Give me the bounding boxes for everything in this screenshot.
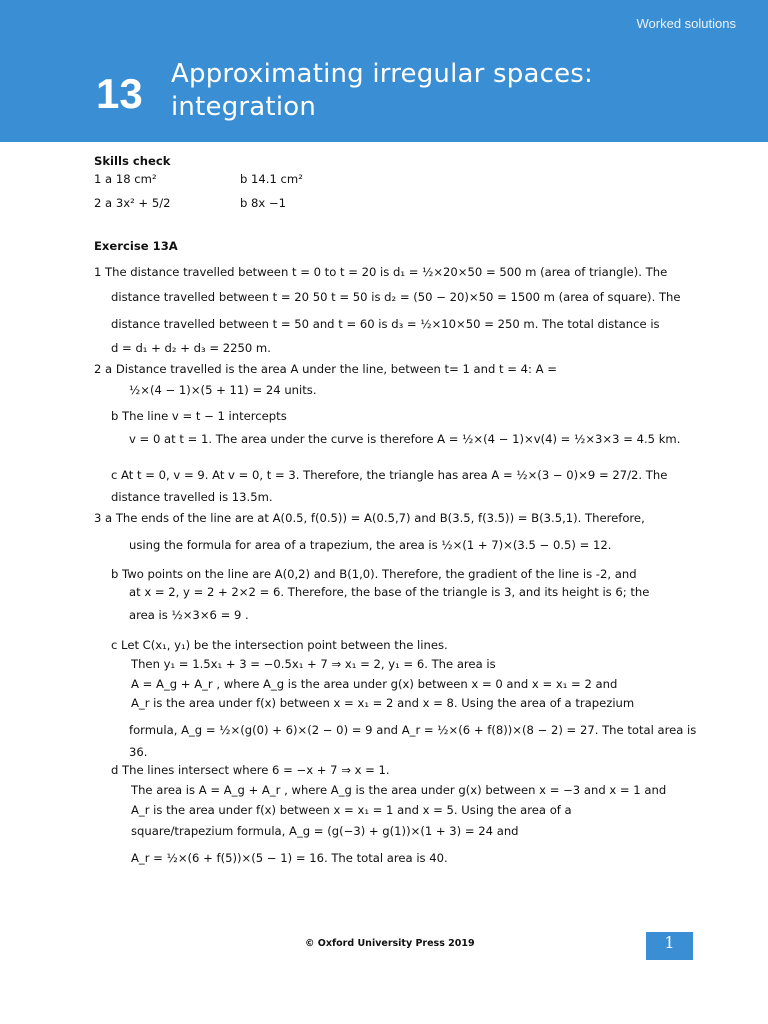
text-line: 2 a 3x² + 5/2 <box>94 196 171 210</box>
text-line: d The lines intersect where 6 = −x + 7 ⇒ x = 1. <box>111 763 390 777</box>
text-line: A_r is the area under f(x) between x = x₁ = 1 and x = 5. Using the area of a <box>131 803 572 817</box>
text-line: 2 a Distance travelled is the area A under the line, between t= 1 and t = 4: A = <box>94 362 557 376</box>
text-line: c At t = 0, v = 9. At v = 0, t = 3. Therefore, the triangle has area A = ½×(3 − 0)×9 = 27/2. The <box>111 468 668 482</box>
text-line: distance travelled is 13.5m. <box>111 490 273 504</box>
text-line: 1 The distance travelled between t = 0 to t = 20 is d₁ = ½×20×50 = 500 m (area of triangle). The <box>94 265 668 279</box>
copyright-footer: © Oxford University Press 2019 <box>305 938 475 949</box>
text-line: ½×(4 − 1)×(5 + 11) = 24 units. <box>129 383 317 397</box>
text-line: A = A_g + A_r , where A_g is the area under g(x) between x = 0 and x = x₁ = 2 and <box>131 677 618 691</box>
text-line: distance travelled between t = 50 and t = 60 is d₃ = ½×10×50 = 250 m. The total distance is <box>111 317 660 331</box>
text-line: formula, A_g = ½×(g(0) + 6)×(2 − 0) = 9 and A_r = ½×(6 + f(8))×(8 − 2) = 27. The total area is <box>129 723 697 737</box>
section-heading: Exercise 13A <box>94 239 178 253</box>
worked-solutions-tag: Worked solutions <box>636 16 736 31</box>
text-line: v = 0 at t = 1. The area under the curve is therefore A = ½×(4 − 1)×v(4) = ½×3×3 = 4.5 km. <box>129 432 681 446</box>
text-line: using the formula for area of a trapezium, the area is ½×(1 + 7)×(3.5 − 0.5) = 12. <box>129 538 612 552</box>
chapter-title: Approximating irregular spaces: integration <box>171 59 593 122</box>
text-line: d = d₁ + d₂ + d₃ = 2250 m. <box>111 341 271 355</box>
text-line: at x = 2, y = 2 + 2×2 = 6. Therefore, the base of the triangle is 3, and its height is 6; the <box>129 585 650 599</box>
chapter-number: 13 <box>96 70 143 117</box>
page-number-badge: 1 <box>646 932 693 960</box>
text-line: 3 a The ends of the line are at A(0.5, f(0.5)) = A(0.5,7) and B(3.5, f(3.5)) = B(3.5,1). Therefore, <box>94 511 645 525</box>
text-line: Then y₁ = 1.5x₁ + 3 = −0.5x₁ + 7 ⇒ x₁ = 2, y₁ = 6. The area is <box>131 657 496 671</box>
text-line: area is ½×3×6 = 9 . <box>129 608 249 622</box>
text-line: The area is A = A_g + A_r , where A_g is the area under g(x) between x = −3 and x = 1 and <box>131 783 667 797</box>
text-line: A_r is the area under f(x) between x = x₁ = 2 and x = 8. Using the area of a trapezium <box>131 696 635 710</box>
text-line: b Two points on the line are A(0,2) and B(1,0). Therefore, the gradient of the line is -2, and <box>111 567 637 581</box>
text-line: 1 a 18 cm² <box>94 172 157 186</box>
text-line: b 8x −1 <box>240 196 287 210</box>
text-line: b The line v = t − 1 intercepts <box>111 409 287 423</box>
section-heading: Skills check <box>94 154 171 168</box>
text-line: A_r = ½×(6 + f(5))×(5 − 1) = 16. The total area is 40. <box>131 851 448 865</box>
text-line: c Let C(x₁, y₁) be the intersection point between the lines. <box>111 638 448 652</box>
text-line: b 14.1 cm² <box>240 172 303 186</box>
text-line: 36. <box>129 745 148 759</box>
text-line: distance travelled between t = 20 50 t = 50 is d₂ = (50 − 20)×50 = 1500 m (area of square). The <box>111 290 681 304</box>
text-line: square/trapezium formula, A_g = (g(−3) + g(1))×(1 + 3) = 24 and <box>131 824 519 838</box>
